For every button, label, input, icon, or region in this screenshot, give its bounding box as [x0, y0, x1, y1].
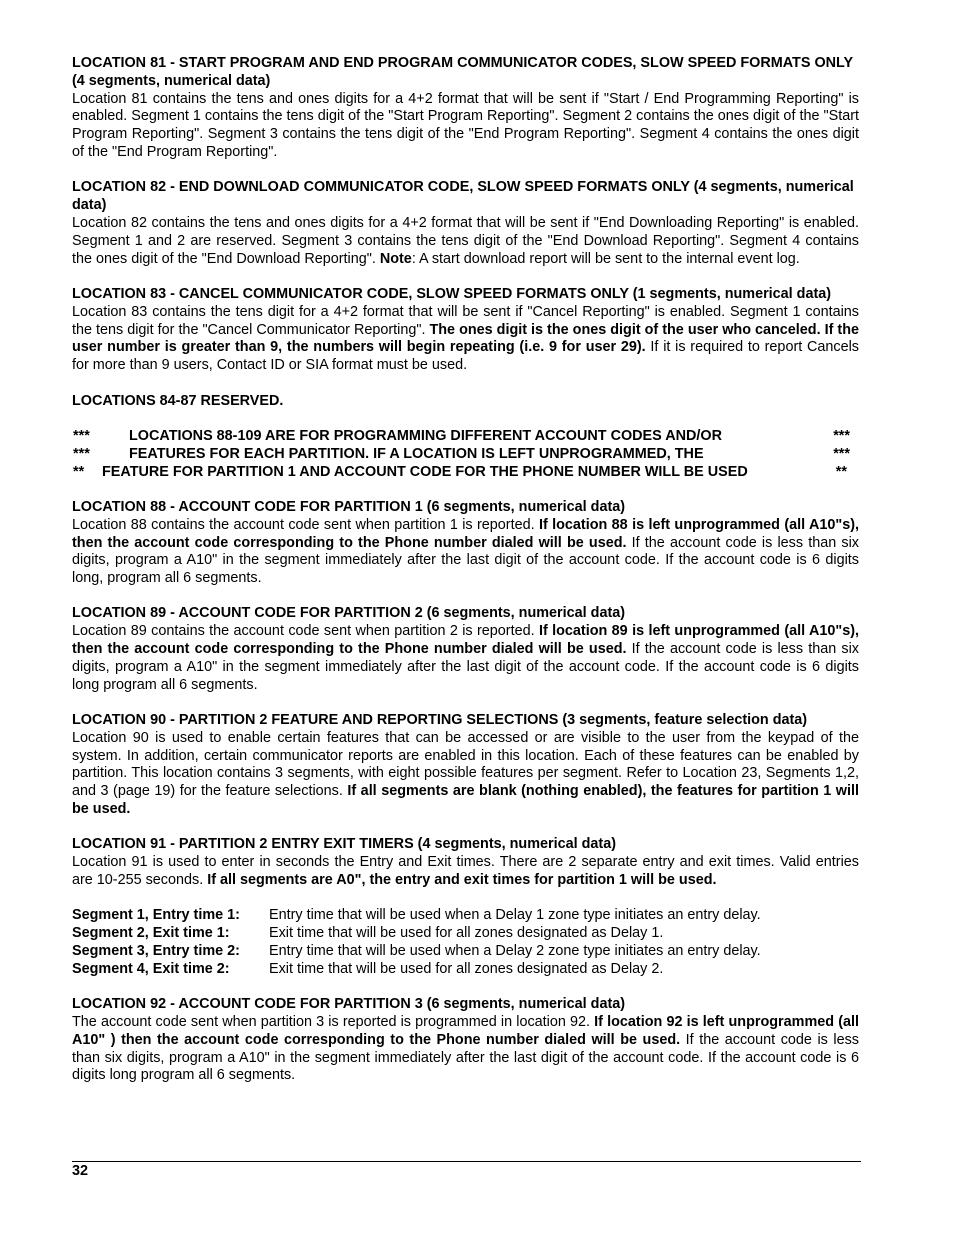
body-emphasis: If location 92 is left unprogrammed (all A10" ) then the account code corresponding to the Phone number dialed will be used.: [72, 1014, 859, 1048]
segment-label: Segment 3, Entry time 2:: [72, 943, 240, 960]
section-heading: LOCATION 88 - ACCOUNT CODE FOR PARTITION 1 (6 segments, numerical data): [72, 498, 626, 515]
asterisk-marker: **: [73, 463, 85, 480]
notice-line: [72, 464, 859, 482]
manual-page: [72, 55, 859, 1103]
body-emphasis: If location 89 is left unprogrammed (all A10"s), then the account code corresponding to the Phone number dialed will be used.: [72, 623, 859, 658]
section-location-81: [72, 55, 859, 162]
body-text-tail: If the account code is less than six digits, program a A10" in the segment immediately after the last digit of the account code. If the account code is 6 digits long program all 6 segments.: [72, 1031, 859, 1084]
section-location-92: [72, 996, 859, 1085]
page-number: 32: [72, 1163, 89, 1179]
section-heading: LOCATION 82 - END DOWNLOAD COMMUNICATOR CODE, SLOW SPEED FORMATS ONLY (4 segments, numerical data): [72, 179, 854, 214]
section-body: [72, 91, 859, 162]
section-location-91: [72, 836, 859, 889]
segment-description: Exit time that will be used for all zones designated as Delay 2.: [269, 960, 664, 977]
body-emphasis: If location 88 is left unprogrammed (all A10"s), then the account code corresponding to the Phone number dialed will be used.: [72, 516, 859, 551]
segment-label: Segment 4, Exit time 2:: [72, 960, 230, 977]
notice-text: FEATURE FOR PARTITION 1 AND ACCOUNT CODE FOR THE PHONE NUMBER WILL BE USED: [102, 463, 748, 480]
body-text: The account code sent when partition 3 is reported is programmed in location 92.: [72, 1014, 595, 1030]
section-body: [72, 854, 859, 890]
section-body: [72, 1014, 859, 1085]
body-text: Location 90 is used to enable certain features that can be accessed or are visible to the user from the keypad of the system. In addition, certain communicator reports are enabled in this location. Each of these features can be enabled by partition. This location contains 3 segments, with eight possible features per segment. Refer to Location 23, Segments 1,2, and 3 (page 19) for the feature selections.: [72, 729, 859, 800]
section-body: [72, 215, 859, 268]
section-heading: LOCATION 90 - PARTITION 2 FEATURE AND REPORTING SELECTIONS (3 segments, feature selection data): [72, 712, 808, 729]
segment-row: [72, 907, 859, 925]
segment-label: Segment 2, Exit time 1:: [72, 925, 230, 942]
note-label: Note: [379, 250, 412, 267]
notice-line: [72, 446, 859, 464]
body-text: Location 81 contains the tens and ones digits for a 4+2 format that will be sent if "Start / End Programming Reporting" is enabled. Segment 1 contains the tens digit of the "Start Program Reporting". Segment 2 contains the ones digit of the "Start Program Reporting". Segment 3 contains the tens digit of the "End Program Reporting". Segment 4 contains the ones digit of the "End Program Reporting".: [72, 90, 859, 160]
section-heading: LOCATIONS 84-87 RESERVED.: [72, 392, 284, 409]
section-heading: LOCATION 92 - ACCOUNT CODE FOR PARTITION 3 (6 segments, numerical data): [72, 996, 626, 1013]
segment-description: Entry time that will be used when a Delay 2 zone type initiates an entry delay.: [269, 943, 761, 960]
body-emphasis: If all segments are blank (nothing enabled), the features for partition 1 will be used.: [72, 783, 859, 818]
note-text: : A start download report will be sent to the internal event log.: [411, 250, 800, 267]
notice-text: FEATURES FOR EACH PARTITION. IF A LOCATION IS LEFT UNPROGRAMMED, THE: [129, 445, 704, 462]
section-heading: LOCATION 81 - START PROGRAM AND END PROGRAM COMMUNICATOR CODES, SLOW SPEED FORMATS ONLY (4 segments, numerical data): [72, 55, 853, 89]
asterisk-marker: **: [835, 463, 847, 480]
section-location-88: [72, 499, 859, 588]
section-body: [72, 623, 859, 694]
asterisk-marker: ***: [833, 427, 850, 444]
body-text: Location 89 contains the account code sent when partition 2 is reported.: [72, 623, 539, 640]
section-location-82: [72, 179, 859, 268]
body-text: Location 82 contains the tens and ones digits for a 4+2 format that will be sent if "End Downloading Reporting" is enabled. Segment 1 and 2 are reserved. Segment 3 contains the tens digit of the "End Download Reporting". Segment 4 contains the ones digit of the "End Download Reporting".: [72, 214, 859, 267]
section-body: [72, 304, 859, 375]
asterisk-marker: ***: [73, 445, 90, 462]
segment-description: Entry time that will be used when a Delay 1 zone type initiates an entry delay.: [269, 907, 761, 924]
notice-text: LOCATIONS 88-109 ARE FOR PROGRAMMING DIFFERENT ACCOUNT CODES AND/OR: [129, 427, 722, 444]
partition-notice: [72, 428, 859, 481]
segment-description: Exit time that will be used for all zones designated as Delay 1.: [269, 925, 664, 942]
segment-row: [72, 961, 859, 979]
section-location-90: [72, 712, 859, 819]
section-body: [72, 730, 859, 819]
segment-list: [72, 907, 859, 978]
body-emphasis: The ones digit is the ones digit of the user who canceled. If the user number is greater than 9, the numbers will begin repeating (i.e. 9 for user 29).: [72, 321, 859, 356]
body-emphasis: If all segments are A0", the entry and exit times for partition 1 will be used.: [207, 872, 717, 889]
section-location-83: [72, 286, 859, 375]
asterisk-marker: ***: [833, 445, 850, 462]
segment-row: [72, 943, 859, 961]
body-text-tail: If the account code is less than six digits, program a A10" in the segment immediately after the last digit of the account code. If the account code is 6 digits long, program all 6 segments.: [72, 534, 859, 587]
body-text: Location 83 contains the tens digit for a 4+2 format that will be sent if "Cancel Reporting" is enabled. Segment 1 contains the tens digit for the "Cancel Communicator Reporting".: [72, 303, 859, 338]
segment-label: Segment 1, Entry time 1:: [72, 907, 240, 924]
notice-line: [72, 428, 859, 446]
section-location-89: [72, 605, 859, 694]
body-text-tail: If it is required to report Cancels for more than 9 users, Contact ID or SIA format must be used.: [72, 339, 859, 374]
section-body: [72, 517, 859, 588]
body-text: Location 91 is used to enter in seconds the Entry and Exit times. There are 2 separate entry and exit times. Valid entries are 10-255 seconds.: [72, 854, 859, 889]
asterisk-marker: ***: [73, 427, 90, 444]
segment-row: [72, 925, 859, 943]
section-heading: LOCATION 91 - PARTITION 2 ENTRY EXIT TIMERS (4 segments, numerical data): [72, 836, 617, 853]
body-text-tail: If the account code is less than six digits, program a A10" in the segment immediately after the last digit of the account code. If the account code is 6 digits long program all 6 segments.: [72, 641, 859, 693]
body-text: Location 88 contains the account code sent when partition 1 is reported.: [72, 516, 539, 533]
page-footer: [72, 1161, 861, 1179]
section-heading: LOCATION 89 - ACCOUNT CODE FOR PARTITION 2 (6 segments, numerical data): [72, 605, 626, 622]
section-heading: LOCATION 83 - CANCEL COMMUNICATOR CODE, SLOW SPEED FORMATS ONLY (1 segments, numerical data): [72, 285, 832, 302]
section-reserved: [72, 393, 859, 411]
